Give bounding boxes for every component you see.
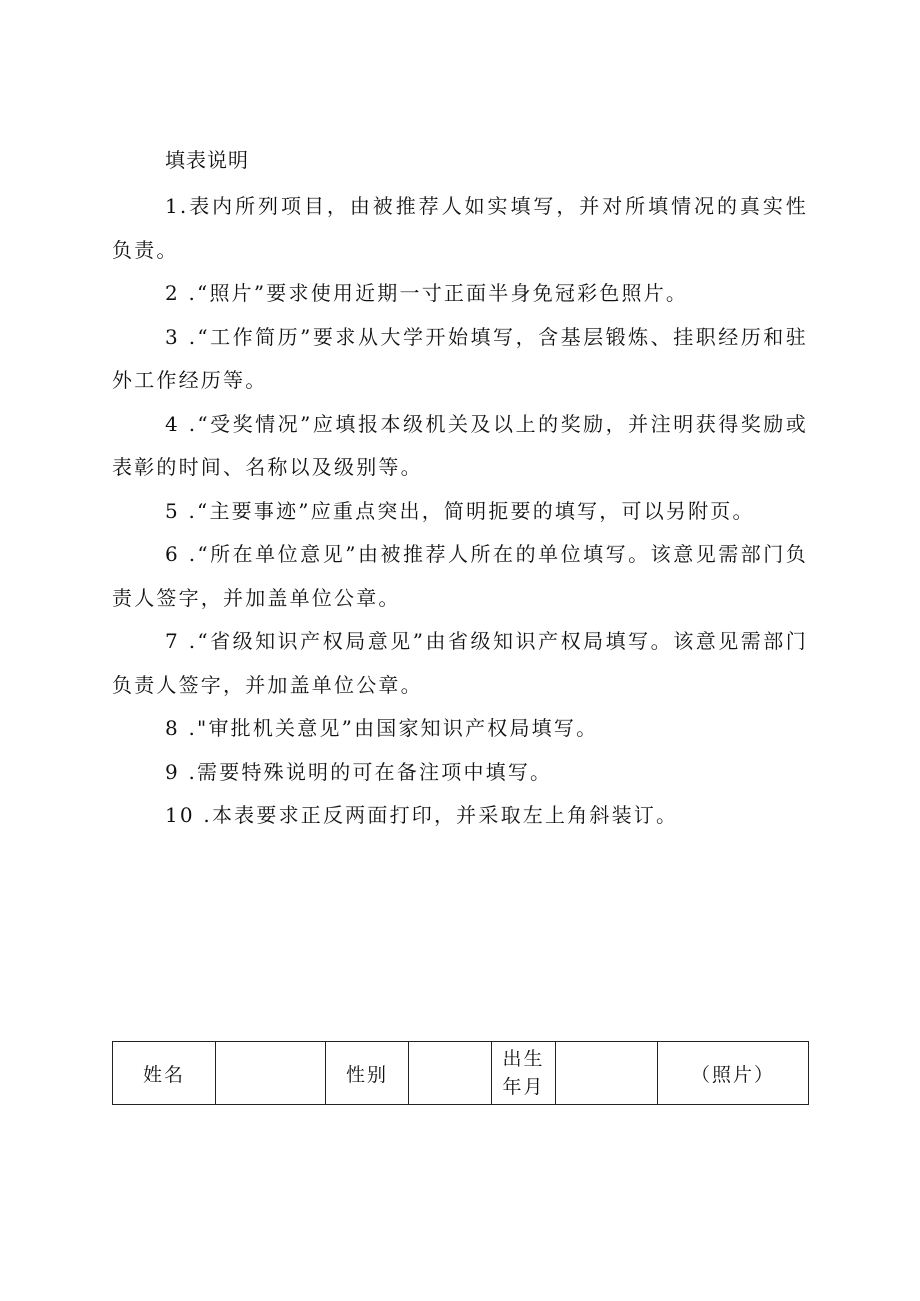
instruction-item: 6 .“所在单位意见”由被推荐人所在的单位填写。该意见需部门负责人签字，并加盖单位公章。 <box>112 542 808 610</box>
applicant-info-table <box>112 1041 809 1105</box>
instruction-item: 5 .“主要事迹”应重点突出，简明扼要的填写，可以另附页。 <box>165 498 755 523</box>
instruction-item: 2 .“照片”要求使用近期一寸正面半身免冠彩色照片。 <box>165 281 689 305</box>
birth-label-cell <box>492 1042 556 1105</box>
birth-label-line1: 出生 <box>502 1048 545 1070</box>
gender-value-cell[interactable] <box>409 1042 492 1105</box>
instructions-list <box>112 185 808 838</box>
instruction-item: 4 .“受奖情况”应填报本级机关及以上的奖励，并注明获得奖励或表彰的时间、名称以及级别等。 <box>112 411 808 479</box>
instruction-item: 1.表内所列项目，由被推荐人如实填写，并对所填情况的真实性负责。 <box>112 194 808 262</box>
gender-label-cell: 性别 <box>326 1042 409 1105</box>
birth-label-line2: 年月 <box>502 1076 545 1098</box>
photo-cell[interactable]: （照片） <box>658 1042 809 1105</box>
table-row <box>113 1042 809 1105</box>
instruction-item: 9 .需要特殊说明的可在备注项中填写。 <box>165 759 553 784</box>
name-value-cell[interactable] <box>216 1042 326 1105</box>
instruction-item: 10 .本表要求正反两面打印，并采取左上角斜装订。 <box>165 803 679 827</box>
instruction-item: 8 ."审批机关意见”由国家知识产权局填写。 <box>165 716 599 740</box>
instruction-item: 3 .“工作简历”要求从大学开始填写，含基层锻炼、挂职经历和驻外工作经历等。 <box>112 324 808 392</box>
birth-value-cell[interactable] <box>556 1042 658 1105</box>
instructions-heading: 填表说明 <box>165 148 249 172</box>
name-label-cell: 姓名 <box>113 1042 216 1105</box>
instruction-item: 7 .“省级知识产权局意见”由省级知识产权局填写。该意见需部门负责人签字，并加盖单位公章。 <box>112 629 808 697</box>
